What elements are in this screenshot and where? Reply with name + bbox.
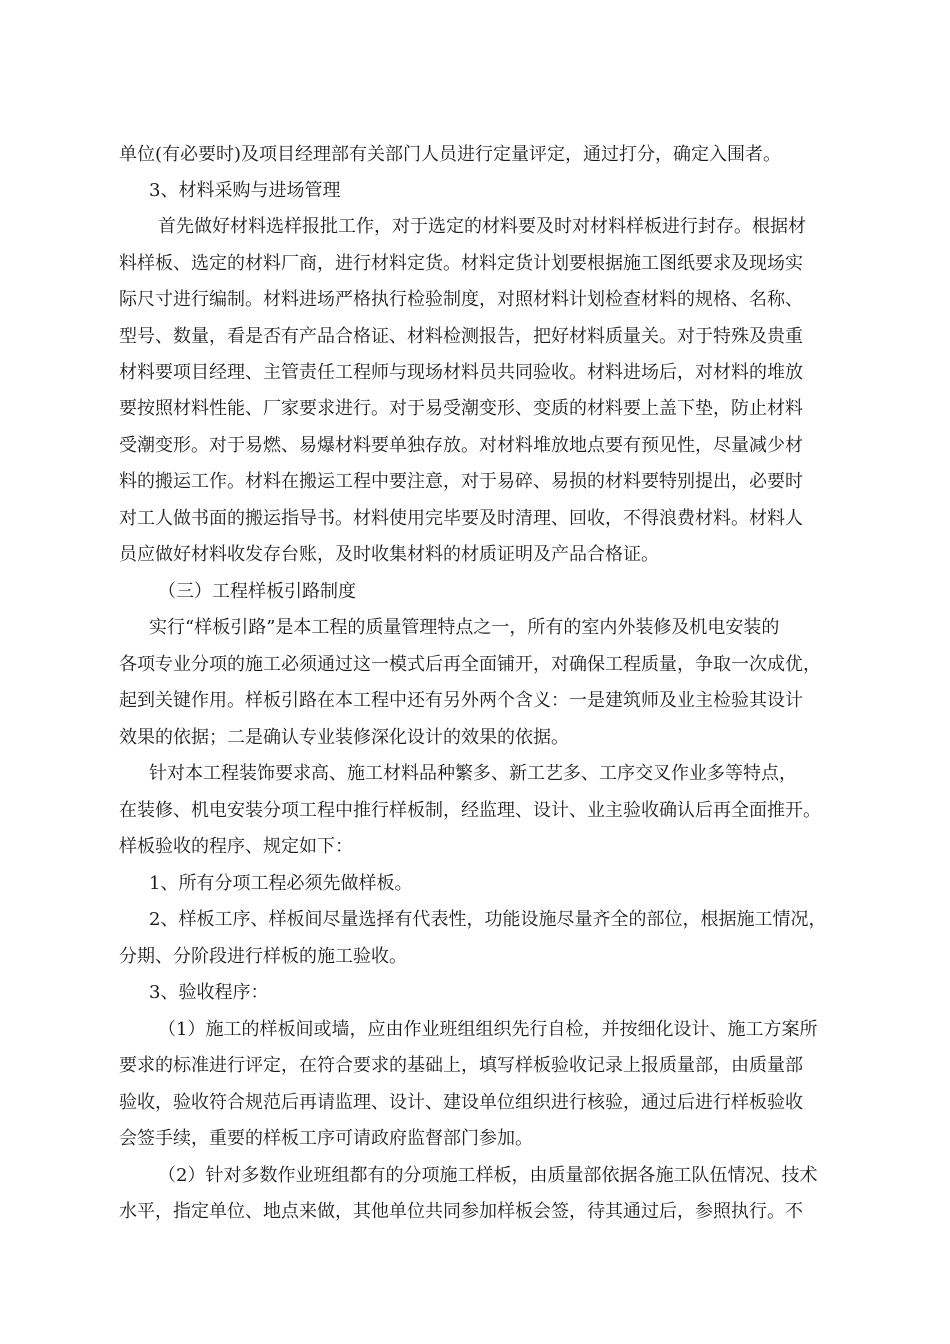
text-line: 首先做好材料选样报批工作，对于选定的材料要及时对材料样板进行封存。根据材 bbox=[158, 216, 806, 237]
text-line: 分期、分阶段进行样板的施工验收。 bbox=[119, 946, 407, 967]
section-heading: 3、材料采购与进场管理 bbox=[149, 180, 341, 201]
text-line: 水平，指定单位、地点来做，其他单位共同参加样板会签，待其通过后，参照执行。不 bbox=[119, 1201, 803, 1222]
list-item: 2、样板工序、样板间尽量选择有代表性，功能设施尽量齐全的部位，根据施工情况， bbox=[149, 909, 827, 930]
text-line: 验收，验收符合规范后再请监理、设计、建设单位组织进行核验，通过后进行样板验收 bbox=[119, 1092, 803, 1113]
text-line: 材料要项目经理、主管责任工程师与现场材料员共同验收。材料进场后，对材料的堆放 bbox=[119, 362, 803, 383]
text-line: 际尺寸进行编制。材料进场严格执行检验制度，对照材料计划检查材料的规格、名称、 bbox=[119, 289, 803, 310]
text-line: 型号、数量，看是否有产品合格证、材料检测报告，把好材料质量关。对于特殊及贵重 bbox=[119, 326, 803, 347]
text-line: 样板验收的程序、规定如下： bbox=[119, 836, 353, 857]
list-item: 1、所有分项工程必须先做样板。 bbox=[149, 873, 413, 894]
list-item: （1）施工的样板间或墙，应由作业班组组织先行自检，并按细化设计、施工方案所 bbox=[158, 1019, 818, 1040]
text-line: 料样板、选定的材料厂商，进行材料定货。材料定货计划要根据施工图纸要求及现场实 bbox=[119, 253, 803, 274]
text-line: 会签手续，重要的样板工序可请政府监督部门参加。 bbox=[119, 1128, 533, 1149]
text-line: 针对本工程装饰要求高、施工材料品种繁多、新工艺多、工序交叉作业多等特点， bbox=[149, 763, 797, 784]
text-line: 料的搬运工作。材料在搬运工程中要注意，对于易碎、易损的材料要特别提出，必要时 bbox=[119, 471, 803, 492]
text-line: 对工人做书面的搬运指导书。材料使用完毕要及时清理、回收，不得浪费材料。材料人 bbox=[119, 508, 803, 529]
text-line: 单位(有必要时)及项目经理部有关部门人员进行定量评定，通过打分，确定入围者。 bbox=[119, 144, 782, 165]
text-line: 效果的依据；二是确认专业装修深化设计的效果的依据。 bbox=[119, 727, 569, 748]
text-line: 起到关键作用。样板引路在本工程中还有另外两个含义：一是建筑师及业主检验其设计 bbox=[119, 690, 803, 711]
text-line: 受潮变形。对于易燃、易爆材料要单独存放。对材料堆放地点要有预见性，尽量减少材 bbox=[119, 435, 803, 456]
section-heading: （三）工程样板引路制度 bbox=[158, 581, 356, 602]
list-item: （2）针对多数作业班组都有的分项施工样板，由质量部依据各施工队伍情况、技术 bbox=[158, 1165, 818, 1186]
text-line: 要按照材料性能、厂家要求进行。对于易受潮变形、变质的材料要上盖下垫，防止材料 bbox=[119, 398, 803, 419]
text-line: 员应做好材料收发存台账，及时收集材料的材质证明及产品合格证。 bbox=[119, 544, 659, 565]
text-line: 要求的标准进行评定，在符合要求的基础上，填写样板验收记录上报质量部，由质量部 bbox=[119, 1055, 803, 1076]
text-line: 在装修、机电安装分项工程中推行样板制，经监理、设计、业主验收确认后再全面推开。 bbox=[119, 800, 821, 821]
list-item: 3、验收程序： bbox=[149, 982, 269, 1003]
text-line: 实行“样板引路”是本工程的质量管理特点之一，所有的室内外装修及机电安装的 bbox=[149, 617, 780, 638]
text-line: 各项专业分项的施工必须通过这一模式后再全面铺开，对确保工程质量，争取一次成优， bbox=[119, 654, 821, 675]
